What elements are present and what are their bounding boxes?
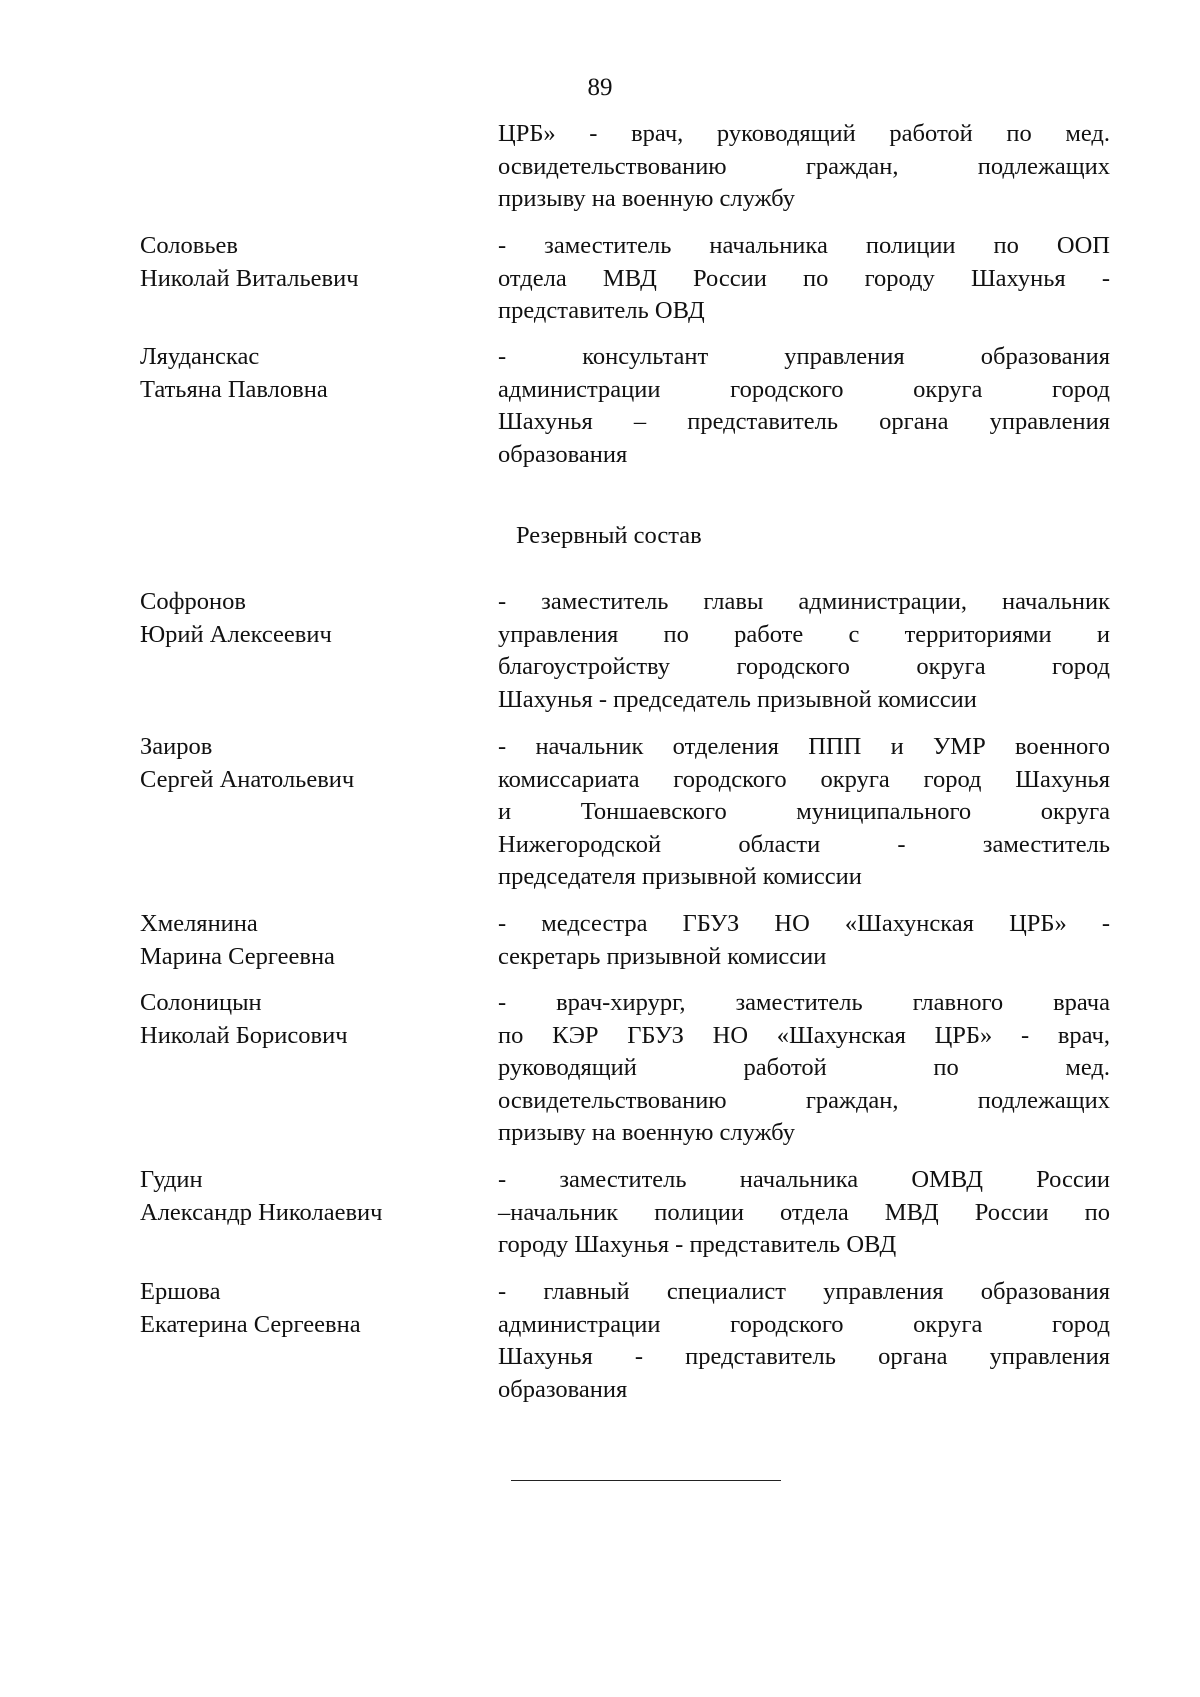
member-name [140, 341, 480, 406]
member-role [498, 731, 1110, 894]
member-name [140, 908, 480, 973]
role-line: - заместитель начальника полиции по ООП [498, 232, 1110, 259]
role-line: - медсестра ГБУЗ НО «Шахунская ЦРБ» - [498, 910, 1110, 937]
member-role [498, 908, 1110, 973]
surname: Софронов [140, 588, 246, 615]
member-name [140, 230, 480, 295]
role-line: Шахунья – представитель органа управления [498, 408, 1110, 435]
role-line: комиссариата городского округа город Шахунья [498, 765, 1110, 793]
role-line: освидетельствованию граждан, подлежащих [498, 152, 1110, 180]
surname: Хмелянина [140, 910, 258, 937]
member-role [498, 1276, 1110, 1406]
member-name [140, 1164, 480, 1229]
given-names: Татьяна Павловна [140, 375, 328, 403]
role-line: Шахунья - представитель органа управления [498, 1343, 1110, 1370]
role-line: по КЭР ГБУЗ НО «Шахунская ЦРБ» - врач, [498, 1021, 1110, 1049]
role-line: и Тоншаевского муниципального округа [498, 798, 1110, 825]
role-line: представитель ОВД [498, 297, 705, 324]
given-names: Юрий Алексеевич [140, 620, 332, 648]
role-line: Шахунья - председатель призывной комиссии [498, 685, 977, 713]
role-line: - начальник отделения ППП и УМР военного [498, 733, 1110, 760]
member-role [498, 118, 1110, 216]
member-role [498, 341, 1110, 471]
role-line: Нижегородской области - заместитель [498, 830, 1110, 858]
role-line: - заместитель главы администрации, начальник [498, 588, 1110, 615]
role-line: ЦРБ» - врач, руководящий работой по мед. [498, 120, 1110, 147]
role-line: - консультант управления образования [498, 343, 1110, 370]
role-line: - врач-хирург, заместитель главного врача [498, 989, 1110, 1016]
given-names: Сергей Анатольевич [140, 765, 355, 793]
given-names: Александр Николаевич [140, 1198, 383, 1226]
section-heading-reserve: Резервный состав [516, 522, 702, 549]
role-line: освидетельствованию граждан, подлежащих [498, 1086, 1110, 1114]
member-role [498, 230, 1110, 328]
role-line: администрации городского округа город [498, 375, 1110, 403]
role-line: - заместитель начальника ОМВД России [498, 1166, 1110, 1193]
role-line: образования [498, 1375, 628, 1403]
surname: Ляуданскас [140, 343, 260, 370]
role-line: городу Шахунья - представитель ОВД [498, 1231, 897, 1258]
member-name [140, 731, 480, 796]
page-number: 89 [587, 74, 613, 101]
surname: Соловьев [140, 232, 238, 259]
surname: Гудин [140, 1166, 203, 1193]
role-line: призыву на военную службу [498, 1119, 795, 1146]
role-line: - главный специалист управления образования [498, 1278, 1110, 1305]
given-names: Екатерина Сергеевна [140, 1310, 361, 1338]
role-line: призыву на военную службу [498, 185, 795, 212]
role-line: благоустройству городского округа город [498, 653, 1110, 680]
member-name [140, 1276, 480, 1341]
member-name [140, 987, 480, 1052]
given-names: Марина Сергеевна [140, 942, 335, 970]
role-line: руководящий работой по мед. [498, 1054, 1110, 1081]
role-line: администрации городского округа город [498, 1310, 1110, 1338]
given-names: Николай Борисович [140, 1021, 348, 1049]
closing-divider [511, 1480, 781, 1481]
surname: Заиров [140, 733, 213, 760]
role-line: –начальник полиции отдела МВД России по [498, 1198, 1110, 1226]
member-role [498, 586, 1110, 716]
member-role [498, 987, 1110, 1150]
member-role [498, 1164, 1110, 1262]
role-line: управления по работе с территориями и [498, 620, 1110, 648]
member-name [140, 586, 480, 651]
surname: Солоницын [140, 989, 262, 1016]
role-line: председателя призывной комиссии [498, 863, 862, 890]
surname: Ершова [140, 1278, 221, 1305]
given-names: Николай Витальевич [140, 264, 359, 292]
role-line: образования [498, 440, 628, 468]
role-line: отдела МВД России по городу Шахунья - [498, 264, 1110, 292]
role-line: секретарь призывной комиссии [498, 942, 827, 970]
